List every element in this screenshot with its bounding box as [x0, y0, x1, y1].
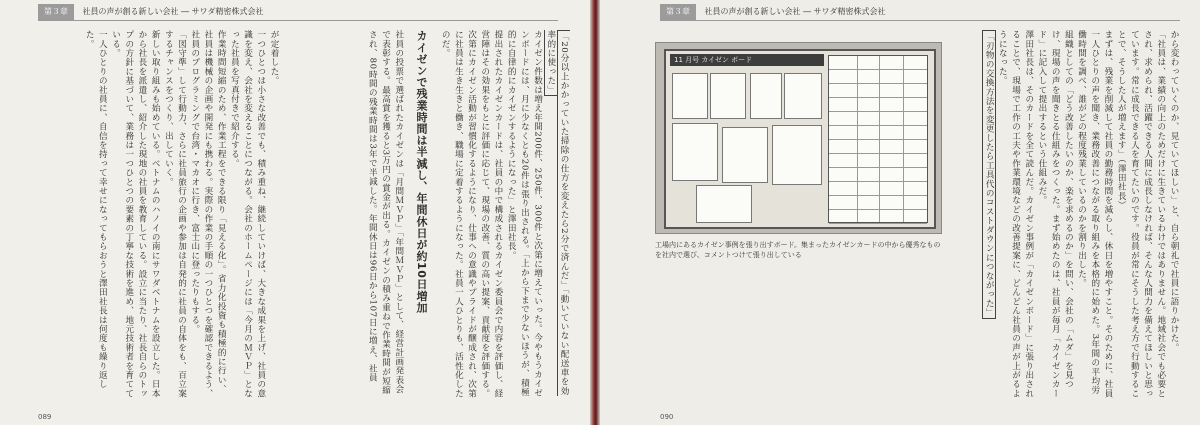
- left-page: [0, 0, 590, 425]
- kaizen-card: [710, 73, 746, 119]
- book-gutter: [590, 0, 600, 425]
- paragraph: が定着した。: [269, 30, 279, 86]
- paragraph: 澤田社長は、そのカードを全て読んだ。カイゼン事例が「カイゼンボード」に張り出されることで、現場で工作の工夫や作業環境などの改善提案に、どんどん社員の声が上がるようになった。: [997, 30, 1034, 398]
- kaizen-card: [672, 123, 718, 181]
- paragraph: 提出されたカイゼンカードは、社員の中で構成されるカイゼン委員会で内容を評価し、経営陣はその効果をもとに評価に応じて、現場の改善、質の高い提案、貢献度を評価する。次第にカイゼン活動が習慣化するようになり、仕事への意識やプライドが醸成され、次第に社員は生き生きと働き、職場に定着するようになった。社員一人ひとりも、活性化したのだ。: [440, 30, 503, 398]
- left-column-left-block: [30, 30, 280, 400]
- kaizen-card: [772, 125, 822, 185]
- quote-box: 「20分以上かかっていた掃除の仕方を変えたら2分で済んだ」「動いていない配送車を効率的に使った」: [545, 30, 569, 396]
- paragraph: 新しい取り組みも始めている。ベトナムのハノイの南にサワダベトナムを設立した。日本から社長を派遣し、紹介した現地の社員を教育している。設立に当たり、社長自らのトップの方針に基づいて、業務は一つひとつの要素の丁寧な技術を進め、地元技術者を育てている。: [110, 30, 161, 398]
- paragraph: 「図守準」して行動力、さらに社員旅行の企画や参加は自発的に社員の自体をも、百立案するチャンスをつくり、出していく。: [163, 30, 187, 398]
- running-title: 社員の声が創る新しい会社 ― サワダ精密株式会社: [82, 7, 264, 16]
- kaizen-card: [672, 73, 708, 119]
- page-number: 090: [660, 413, 674, 421]
- paragraph: 一つひとつは小さな改善でも、積み重ね、継続していけば、大きな成果を上げ、社員の意識を変え、会社を変えることにつながる。会社のホームページには「今月のＭＶＰ」となった社員を写真付きで紹介する。: [229, 30, 266, 398]
- board-title: 11 月号 カイゼン ボード: [670, 54, 824, 66]
- right-column-block: [950, 30, 1180, 400]
- kaizen-board-photo: [655, 42, 942, 234]
- paragraph: 作業時間短縮のため、作業工程をできる限り「見える化」。省力化投資も積極的に行い、社員は機械の企画や開発にも携わる。実際の作業の手順の一つひとつを確認できるよう、社員のプログラミングで台湾・マカオに行き、富士山に登ったりもする。: [189, 30, 227, 398]
- paragraph: 組織としての「どう改善したいのか、楽を求めるのか」を問い、会社の「ムダ」を見つけ、現場の声を聞きとる仕組みをつくった。まず始めたのは、社員が毎月「カイゼンカード」に記入して提出するという仕組みだ。: [1036, 30, 1074, 398]
- chapter-tag: 第３章: [38, 4, 74, 20]
- left-column-right-block: [290, 30, 570, 400]
- photo-caption: 工場内にあるカイゼン事例を張り出すボード。集まったカイゼンカードの中から優秀なものを社内で選び、コメントつけて張り出している: [655, 241, 941, 259]
- kaizen-card: [696, 185, 752, 223]
- paragraph: 社員の投票で選ばれたカイゼンは「月間ＭＶＰ」「年間ＭＶＰ」として、経営計画発表会で表彰する。最高賞を獲ると3万円の賞金が出る。カイゼンの積み重ねで作業時間が短縮され、80時間の残業時間は3年で半減した。年間休日は96日から107日に増え、社員: [367, 30, 404, 395]
- kaizen-card: [784, 73, 822, 119]
- paragraph: まずは、残業を削減して社員の勤務時間を減らし、休日を増やすこと。そのために、社員一人ひとりの声を聞き、業務改善につながる取り組みを本格的に始めた。3年間の平均労働時間を調べ、誰がどの程度残業しているのかを割り出した。: [1076, 30, 1113, 398]
- paragraph: 一人ひとりの社員に、自信を持って幸せになってもらおうと澤田社長は何度も繰り返した。: [84, 30, 108, 389]
- right-page: [600, 0, 1200, 425]
- paragraph: カイゼン件数は増え年間200件、250件、300件と次第に増えていった。今やもうカイゼンボードには、月に少なくとも20件は張り出される。「上から下まで少ないほうが、積極的に自律的にカイゼンするようになった」と澤田社長。: [506, 30, 543, 398]
- kaizen-card: [722, 127, 768, 183]
- paragraph: から変わっていくのか、見ていてほしい」と、自ら朝礼で社員に語りかけた。: [1169, 30, 1179, 352]
- page-number: 089: [38, 413, 52, 421]
- tally-table: [828, 55, 928, 223]
- kaizen-card: [750, 73, 782, 119]
- chapter-tag: 第３章: [660, 4, 696, 20]
- paragraph: 「社員は、業績の向上のためだけに生きているわけではありません。地域社会でも必要とされ、求められ、活躍できる人間に成長しなければ、そんな人間力を備えてほしいと思っています。常に成長できる人を育てたいのです。役員が常にそうした考え方で行動することで、そうした人が増えます」（澤田社長）: [1116, 30, 1166, 398]
- kaizen-board: [664, 49, 936, 229]
- quote-box: 「刃物の交換方法を変更したら工具代のコストダウンにつながった」: [984, 32, 995, 318]
- running-title: 社員の声が創る新しい会社 ― サワダ精密株式会社: [704, 7, 886, 16]
- section-heading: カイゼンで残業時間は半減し、年間休日が約10日増加: [414, 30, 428, 314]
- running-header: [660, 4, 1180, 21]
- running-header: [38, 4, 558, 21]
